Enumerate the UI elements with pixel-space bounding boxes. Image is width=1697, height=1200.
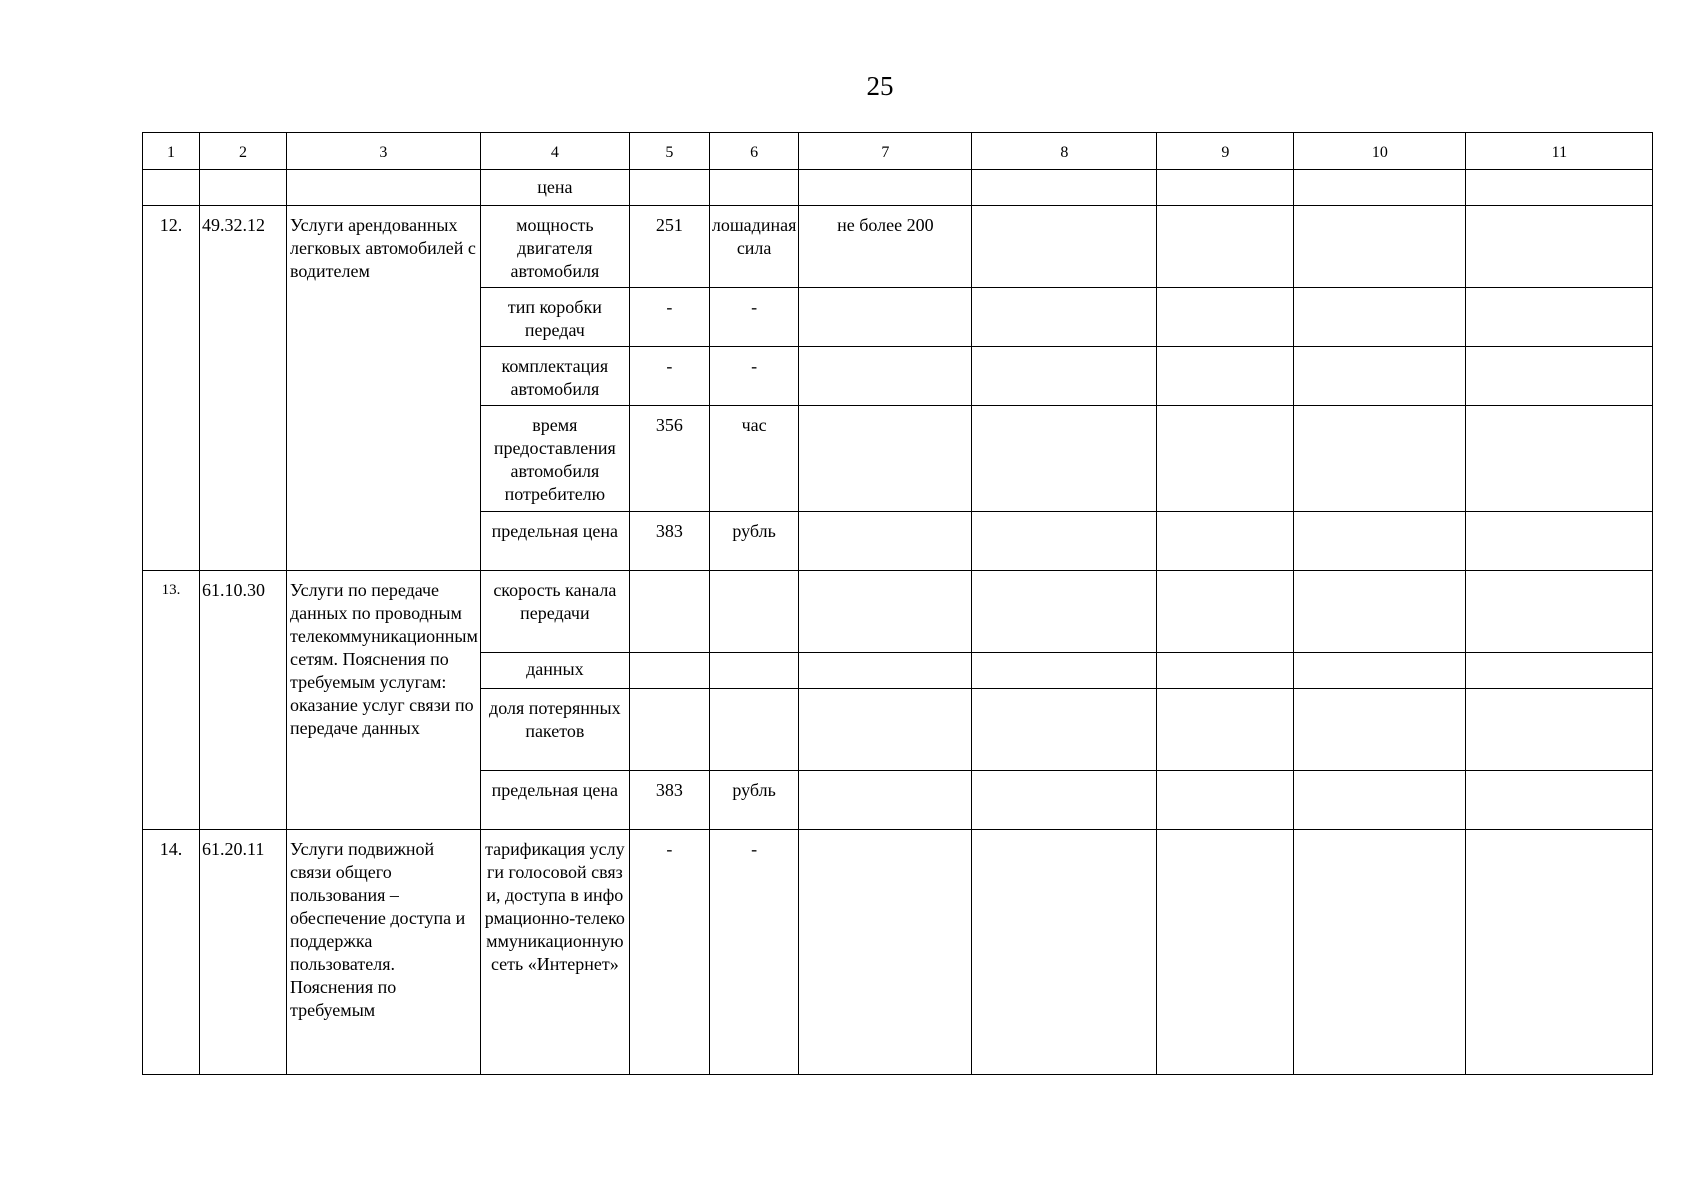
okei-code-cell: 383: [629, 771, 709, 830]
table-row: [143, 170, 1653, 206]
column-header: 4: [480, 133, 629, 170]
row-number: 12.: [143, 206, 200, 571]
characteristic-cell: скорость канала передачи: [480, 571, 629, 653]
column-header: 6: [709, 133, 799, 170]
okei-code-cell: -: [629, 347, 709, 406]
characteristic-cell: время предоставления автомобиля потребителю: [480, 406, 629, 512]
okei-code-cell: [629, 689, 709, 771]
unit-cell: [709, 571, 799, 653]
okpd-code: 61.20.11: [200, 830, 287, 1075]
value-cell: [799, 406, 972, 512]
unit-cell: -: [709, 347, 799, 406]
table-row: [143, 830, 1653, 1075]
characteristic-cell: тарификация услуги голосовой связи, доступа в информационно-телекоммуникационную сеть «Интернет»: [480, 830, 629, 1075]
table-row: [143, 571, 1653, 653]
characteristic-cell: мощность двигателя автомобиля: [480, 206, 629, 288]
unit-cell: [709, 653, 799, 689]
row-number: 14.: [143, 830, 200, 1075]
column-header: 10: [1294, 133, 1466, 170]
okei-code-cell: [629, 571, 709, 653]
characteristic-cell: цена: [480, 170, 629, 206]
value-cell: [799, 512, 972, 571]
okpd-code: 49.32.12: [200, 206, 287, 571]
characteristic-cell: комплектация автомобиля: [480, 347, 629, 406]
column-header: 9: [1157, 133, 1294, 170]
characteristic-cell: предельная цена: [480, 771, 629, 830]
column-header: 3: [287, 133, 481, 170]
table-row: [143, 206, 1653, 288]
column-header: 2: [200, 133, 287, 170]
value-cell: [799, 771, 972, 830]
unit-cell: -: [709, 830, 799, 1075]
column-number-row: [143, 133, 1653, 170]
value-cell: [799, 830, 972, 1075]
value-cell: [799, 571, 972, 653]
okei-code-cell: 251: [629, 206, 709, 288]
okpd-code: 61.10.30: [200, 571, 287, 830]
okei-code-cell: [629, 653, 709, 689]
unit-cell: час: [709, 406, 799, 512]
value-cell: [799, 689, 972, 771]
characteristics-table: [142, 132, 1653, 1075]
column-header: 11: [1466, 133, 1653, 170]
characteristic-cell: предельная цена: [480, 512, 629, 571]
unit-cell: рубль: [709, 512, 799, 571]
column-header: 8: [972, 133, 1157, 170]
unit-cell: лошадиная сила: [709, 206, 799, 288]
column-header: 5: [629, 133, 709, 170]
okei-code-cell: 356: [629, 406, 709, 512]
column-header: 1: [143, 133, 200, 170]
okei-code-cell: 383: [629, 512, 709, 571]
characteristic-cell: тип коробки передач: [480, 288, 629, 347]
value-cell: [799, 347, 972, 406]
unit-cell: -: [709, 288, 799, 347]
unit-cell: рубль: [709, 771, 799, 830]
item-name: Услуги арендованных легковых автомобилей с водителем: [287, 206, 481, 571]
item-name: Услуги подвижной связи общего пользования – обеспечение доступа и поддержка пользователя. Пояснения по требуемым: [287, 830, 481, 1075]
okei-code-cell: -: [629, 288, 709, 347]
value-cell: не более 200: [799, 206, 972, 288]
characteristic-cell: доля потерянных пакетов: [480, 689, 629, 771]
characteristic-cell: данных: [480, 653, 629, 689]
column-header: 7: [799, 133, 972, 170]
page-number: 25: [866, 71, 894, 101]
item-name: Услуги по передаче данных по проводным телекоммуникационным сетям. Пояснения по требуемым услугам: оказание услуг связи по передаче данных: [287, 571, 481, 830]
unit-cell: [709, 689, 799, 771]
row-number: 13.: [143, 571, 200, 830]
value-cell: [799, 653, 972, 689]
value-cell: [799, 288, 972, 347]
okei-code-cell: -: [629, 830, 709, 1075]
